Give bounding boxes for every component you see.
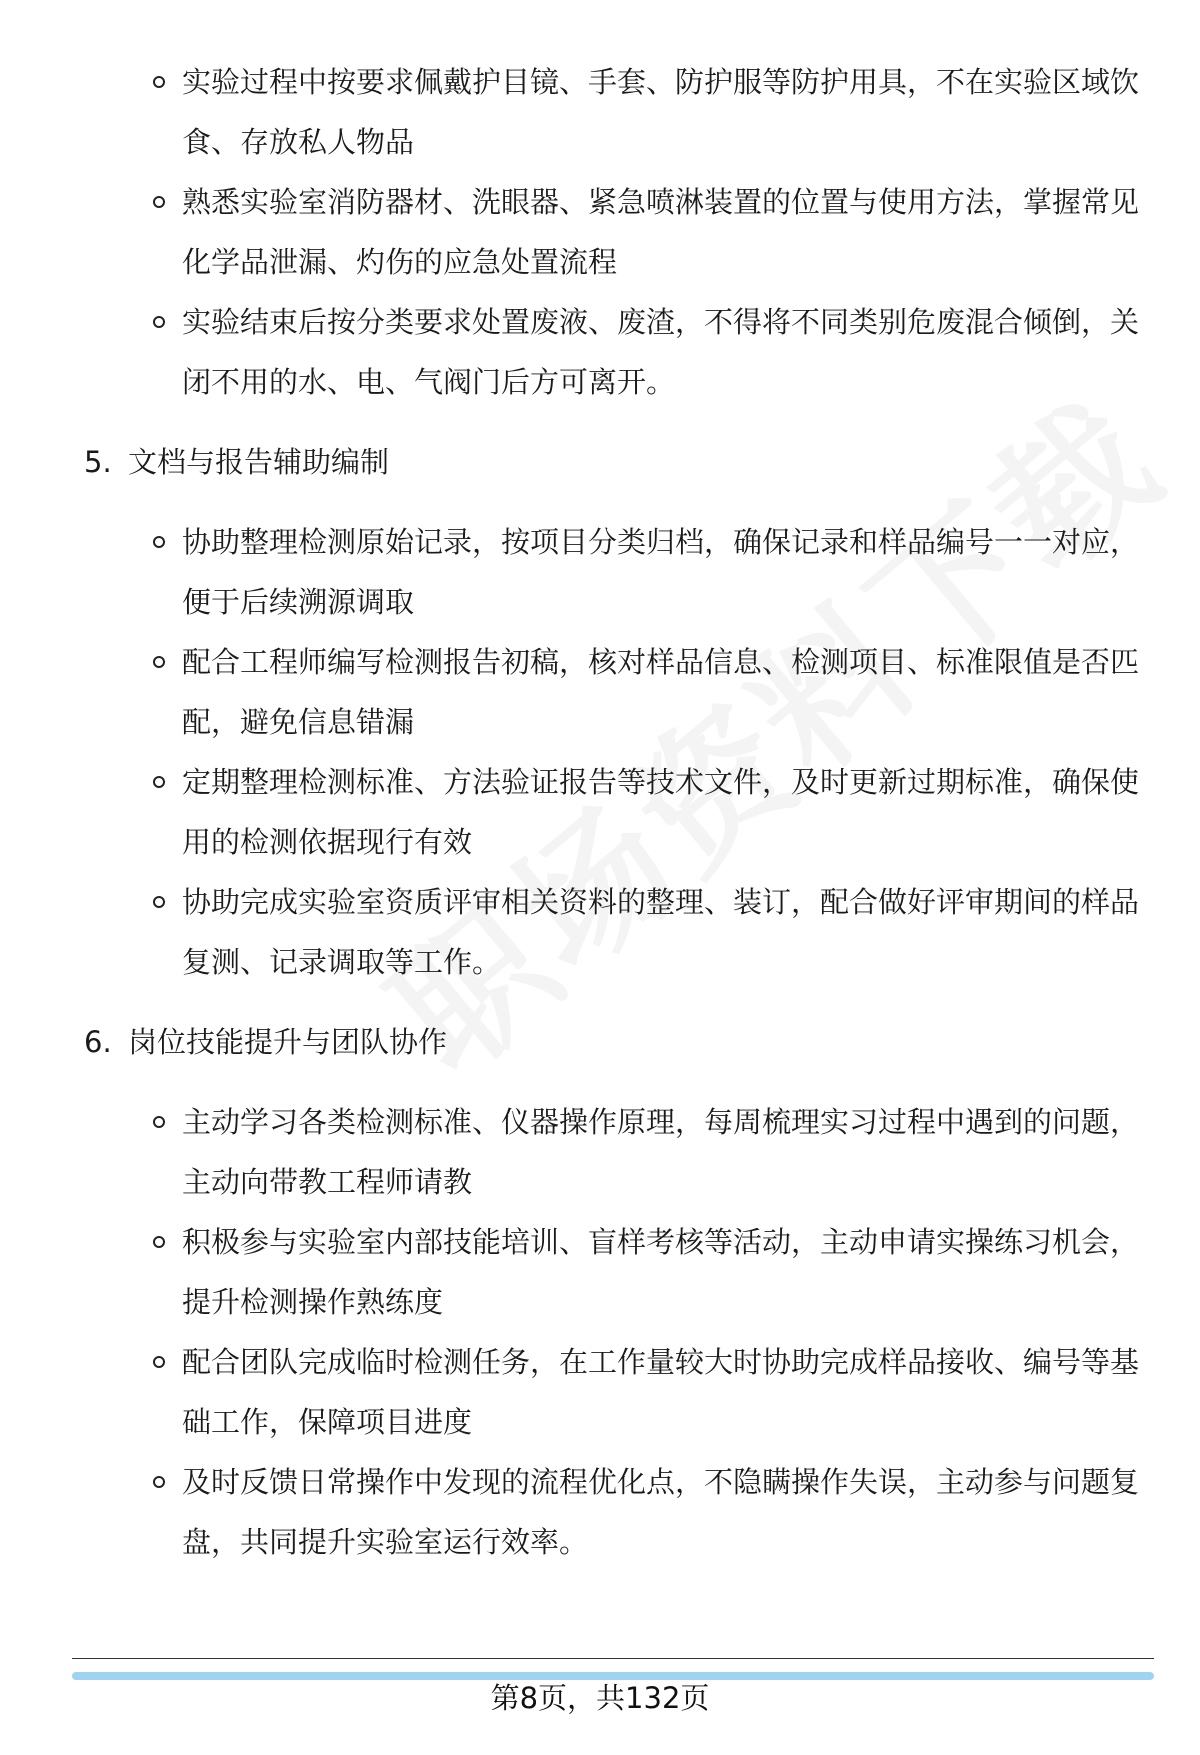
list-item bbox=[182, 1212, 1142, 1332]
list-item-text: 主动学习各类检测标准、仪器操作原理，每周梳理实习过程中遇到的问题，主动向带教工程师请教 bbox=[182, 1105, 1140, 1199]
page-number: 第8页，共132页 bbox=[490, 1681, 710, 1715]
list-item bbox=[182, 512, 1142, 632]
bullet-circle-icon bbox=[153, 656, 165, 668]
list-item bbox=[182, 52, 1142, 172]
section-title: 岗位技能提升与团队协作 bbox=[128, 1025, 448, 1059]
list-item-text: 配合工程师编写检测报告初稿，核对样品信息、检测项目、标准限值是否匹配，避免信息错漏 bbox=[182, 645, 1140, 739]
list-item bbox=[182, 1452, 1142, 1572]
list-item-text: 定期整理检测标准、方法验证报告等技术文件，及时更新过期标准，确保使用的检测依据现行有效 bbox=[182, 765, 1140, 859]
list-item-text: 积极参与实验室内部技能培训、盲样考核等活动，主动申请实操练习机会，提升检测操作熟练度 bbox=[182, 1225, 1140, 1319]
list-item-text: 协助完成实验室资质评审相关资料的整理、装订，配合做好评审期间的样品复测、记录调取等工作。 bbox=[182, 885, 1140, 979]
list-item-text: 实验过程中按要求佩戴护目镜、手套、防护服等防护用具，不在实验区域饮食、存放私人物品 bbox=[182, 65, 1140, 159]
bullet-circle-icon bbox=[153, 896, 165, 908]
list-item-text: 实验结束后按分类要求处置废液、废渣，不得将不同类别危废混合倾倒，关闭不用的水、电、气阀门后方可离开。 bbox=[182, 305, 1140, 399]
bullet-circle-icon bbox=[153, 536, 165, 548]
bullet-circle-icon bbox=[153, 316, 165, 328]
section-heading-5 bbox=[84, 432, 1200, 492]
section-number: 6. bbox=[84, 1025, 112, 1059]
list-item bbox=[182, 1092, 1142, 1212]
bullet-circle-icon bbox=[153, 1356, 165, 1368]
list-item-text: 协助整理检测原始记录，按项目分类归档，确保记录和样品编号一一对应，便于后续溯源调取 bbox=[182, 525, 1140, 619]
list-item-text: 配合团队完成临时检测任务，在工作量较大时协助完成样品接收、编号等基础工作，保障项目进度 bbox=[182, 1345, 1140, 1439]
section-6-bullet-list bbox=[0, 1092, 1200, 1572]
list-item-text: 及时反馈日常操作中发现的流程优化点，不隐瞒操作失误，主动参与问题复盘，共同提升实验室运行效率。 bbox=[182, 1465, 1140, 1559]
bullet-circle-icon bbox=[153, 1476, 165, 1488]
bullet-circle-icon bbox=[153, 1116, 165, 1128]
list-item bbox=[182, 872, 1142, 992]
list-item bbox=[182, 632, 1142, 752]
top-bullet-list bbox=[0, 0, 1200, 412]
section-5-bullet-list bbox=[0, 512, 1200, 992]
section-heading-6 bbox=[84, 1012, 1200, 1072]
bullet-circle-icon bbox=[153, 76, 165, 88]
bullet-circle-icon bbox=[153, 196, 165, 208]
bullet-circle-icon bbox=[153, 1236, 165, 1248]
footer-divider bbox=[72, 1658, 1154, 1659]
list-item-text: 熟悉实验室消防器材、洗眼器、紧急喷淋装置的位置与使用方法，掌握常见化学品泄漏、灼伤的应急处置流程 bbox=[182, 185, 1140, 279]
section-number: 5. bbox=[84, 445, 112, 479]
section-title: 文档与报告辅助编制 bbox=[128, 445, 390, 479]
list-item bbox=[182, 1332, 1142, 1452]
list-item bbox=[182, 752, 1142, 872]
bullet-circle-icon bbox=[153, 776, 165, 788]
list-item bbox=[182, 172, 1142, 292]
list-item bbox=[182, 292, 1142, 412]
